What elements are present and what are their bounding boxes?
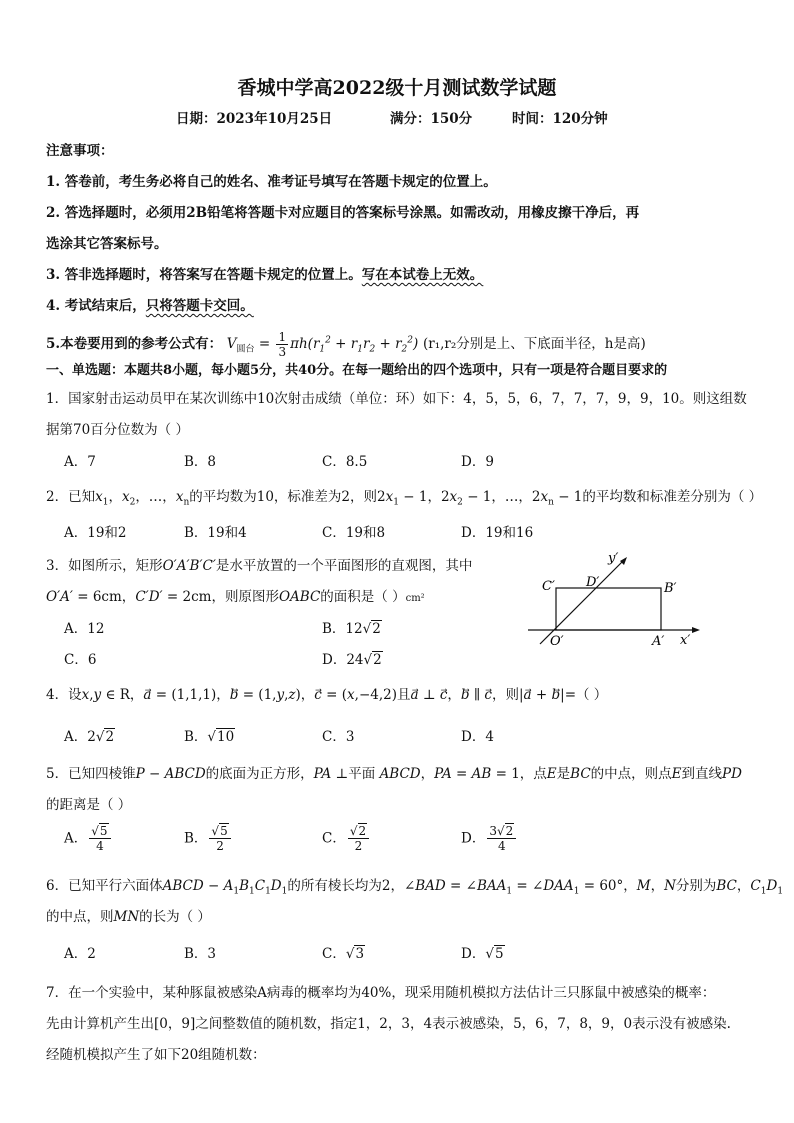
q5-line-1: 5．已知四棱锥P − ABCD的底面为正方形，PA ⊥平面 ABCD，PA = AB = 1，点E是BC的中点，则点E到直线PD bbox=[46, 766, 742, 782]
q5-option-d-label: D． bbox=[461, 830, 486, 847]
q6-text-c: ， bbox=[623, 878, 637, 894]
q4-stem: 4．设x,y ∈ R，a⃗ = (1,1,1)，b⃗ = (1,y,z)，c⃗ = (x,−4,2)且a⃗ ⊥ c⃗，b⃗ ∥ c，则|a⃗ + b⃗|=（ ） bbox=[46, 687, 608, 703]
q3-option-c: C．6 bbox=[64, 652, 97, 668]
q3-text-a: 3．如图所示，矩形 bbox=[46, 558, 163, 574]
q7-line-2: 先由计算机产生出[0，9]之间整数值的随机数，指定1，2，3，4表示被感染，5，6，7，8，9，0表示没有被感染. bbox=[46, 1016, 731, 1032]
q5-text-g: 到直线 bbox=[681, 766, 723, 782]
q1-option-b: B．8 bbox=[184, 454, 217, 470]
q2-option-a: A．19和2 bbox=[64, 525, 127, 541]
q3-line-2: O′A′ = 6cm，C′D′ = 2cm，则原图形OABC的面积是（ ）cm² bbox=[46, 589, 425, 605]
q7-line-3: 经随机模拟产生了如下20组随机数： bbox=[46, 1047, 266, 1063]
q4-option-a: A．2√2 bbox=[64, 729, 115, 745]
q6-option-d: D．√5 bbox=[461, 946, 504, 962]
section-heading: 一、单选题：本题共8小题，每小题5分，共40分。在每一题给出的四个选项中，只有一项是符合题目要求的 bbox=[46, 363, 668, 378]
notice-item-5 bbox=[46, 330, 646, 359]
q5-text-f: 的中点，则点 bbox=[590, 766, 672, 782]
q2-stem: 2．已知$x_1$，$x_2$，…，$x_n$的平均数为10，标准差为2，则$2x_1 - 1$，$2x_2 - 1$，…，$2x_n - 1$的平均数和标准差分别为（ ） bbox=[46, 489, 763, 508]
notice-item-4 bbox=[46, 297, 254, 315]
q3-text-d: 的面积是（ ） bbox=[320, 589, 406, 605]
x-axis-arrow bbox=[692, 627, 700, 633]
q5-text-d: ，点 bbox=[519, 766, 547, 782]
q4-text-c: =（ ） bbox=[564, 687, 608, 703]
exam-time: 时间：120分钟 bbox=[512, 111, 608, 127]
q2-option-d: D．19和16 bbox=[461, 525, 534, 541]
q6-line-1: 6．已知平行六面体ABCD − $A_1B_1C_1D_1$的所有棱长均为2，∠BAD = $\angle BAA_1$ = $\angle DAA_1 = 60^\circ$，M，N分别为BC，$C_1D_1$ bbox=[46, 878, 784, 897]
q3-option-b-label: B．12 bbox=[322, 621, 363, 637]
q2-option-c: C．19和8 bbox=[322, 525, 386, 541]
formula-note: (r₁,r₂分别是上、下底面半径，h是高) bbox=[422, 336, 646, 352]
q4-option-d: D．4 bbox=[461, 729, 494, 745]
notice-item-5-text: 5.本卷要用到的参考公式有： bbox=[46, 336, 223, 352]
q2-text-c: 的平均数和标准差分别为（ ） bbox=[582, 489, 763, 505]
q4-option-a-label: A．2 bbox=[64, 729, 96, 745]
q6-option-c: C．√3 bbox=[322, 946, 365, 962]
q3-text-c: ，则原图形 bbox=[211, 589, 279, 605]
q1-line-1: 1．国家射击运动员甲在某次训练中10次射击成绩（单位：环）如下：4，5，5，6，7，7，7，9，9，10。则这组数 bbox=[46, 391, 747, 407]
q3-unit: cm² bbox=[405, 593, 425, 604]
notice-item-4-text: 4. 考试结束后， bbox=[46, 298, 146, 314]
label-d-prime: D′ bbox=[586, 575, 600, 590]
y-axis bbox=[540, 560, 624, 644]
q7-line-1: 7．在一个实验中，某种豚鼠被感染A病毒的概率均为40%，现采用随机模拟方法估计三只豚鼠中被感染的概率： bbox=[46, 985, 716, 1001]
notice-item-4-emphasis: 只将答题卡交回。 bbox=[145, 298, 254, 314]
q4-option-b-label: B． bbox=[184, 729, 208, 745]
notice-item-1: 1. 答卷前，考生务必将自己的姓名、准考证号填写在答题卡规定的位置上。 bbox=[46, 174, 497, 190]
q1-option-a: A．7 bbox=[64, 454, 96, 470]
q6-text-e: 的中点，则 bbox=[46, 909, 114, 925]
q4-option-c: C．3 bbox=[322, 729, 355, 745]
q5-option-b-label: B． bbox=[184, 830, 208, 847]
q3-figure bbox=[520, 548, 710, 648]
q4-option-b: B．√10 bbox=[184, 729, 235, 745]
q6-line-2: 的中点，则MN的长为（ ） bbox=[46, 909, 211, 925]
q6-text-f: 的长为（ ） bbox=[139, 909, 211, 925]
label-a-prime: A′ bbox=[652, 634, 665, 648]
q6-text-b: 的所有棱长均为2， bbox=[287, 878, 404, 894]
q5-option-a: A． $\frac{√5}{4}$ bbox=[64, 824, 113, 853]
q1-option-d: D．9 bbox=[461, 454, 494, 470]
q3-option-a: A．12 bbox=[64, 621, 105, 637]
formula-volume: $V_{圆台}$ = $\frac{1}{3}$ $\pi h(r_1^2 + r_1r_2 + r_2^2)$ bbox=[226, 330, 419, 359]
exam-score: 满分：150分 bbox=[390, 111, 473, 127]
q5-line-2: 的距离是（ ） bbox=[46, 797, 132, 813]
q6-option-a: A．2 bbox=[64, 946, 96, 962]
q3-option-b-root: √2 bbox=[362, 621, 381, 637]
y-axis-arrow bbox=[620, 557, 627, 565]
q5-option-c: C． $\frac{√2}{2}$ bbox=[322, 824, 371, 853]
q3-line-1: 3．如图所示，矩形O′A′B′C′是水平放置的一个平面图形的直观图，其中 bbox=[46, 558, 473, 574]
q5-option-a-label: A． bbox=[64, 830, 88, 847]
q4-text-b: ，则 bbox=[491, 687, 519, 703]
q5-text-c: 平面 bbox=[348, 766, 376, 782]
page-title: 香城中学高2022级十月测试数学试题 bbox=[237, 77, 557, 99]
q1-line-2: 据第70百分位数为（ ） bbox=[46, 422, 189, 438]
notice-item-3 bbox=[46, 266, 483, 284]
q3-option-b bbox=[322, 620, 382, 638]
label-o-prime: O′ bbox=[550, 634, 564, 648]
q5-text-e: 是 bbox=[556, 766, 571, 782]
label-c-prime: C′ bbox=[542, 579, 555, 594]
q6-text-d: 分别为 bbox=[675, 878, 717, 894]
q1-option-c: C．8.5 bbox=[322, 454, 368, 470]
q6-text-a: 6．已知平行六面体 bbox=[46, 878, 163, 894]
q4-text-a: 4．设 bbox=[46, 687, 82, 703]
q2-text-a: 2．已知 bbox=[46, 489, 96, 505]
q3-option-d-label: D．24 bbox=[322, 652, 364, 668]
notice-item-2-cont: 选涂其它答案标号。 bbox=[46, 236, 168, 252]
q5-text-a: 5．已知四棱锥 bbox=[46, 766, 136, 782]
q5-option-d: D． $\frac{3√2}{4}$ bbox=[461, 824, 518, 853]
rectangle-oabc bbox=[556, 588, 661, 630]
q3-text-b: 是水平放置的一个平面图形的直观图，其中 bbox=[215, 558, 473, 574]
q3-option-d-root: √2 bbox=[363, 652, 382, 668]
label-y-prime: y′ bbox=[608, 551, 619, 566]
q3-option-d bbox=[322, 651, 383, 669]
q5-option-c-label: C． bbox=[322, 830, 346, 847]
q5-option-b: B． $\frac{√5}{2}$ bbox=[184, 824, 233, 853]
q6-option-b: B．3 bbox=[184, 946, 217, 962]
q2-text-b: 的平均数为10，标准差为2，则 bbox=[189, 489, 378, 505]
notice-item-3-text: 3. 答非选择题时，将答案写在答题卡规定的位置上。 bbox=[46, 267, 362, 283]
notice-item-3-emphasis: 写在本试卷上无效。 bbox=[361, 267, 484, 283]
label-x-prime: x′ bbox=[680, 633, 691, 648]
q6-option-d-label: D． bbox=[461, 946, 486, 962]
q6-option-c-label: C． bbox=[322, 946, 346, 962]
q5-text-b: 的底面为正方形， bbox=[205, 766, 314, 782]
notice-item-2: 2. 答选择题时，必须用2B铅笔将答题卡对应题目的答案标号涂黑。如需改动，用橡皮擦干净后，再 bbox=[46, 205, 640, 221]
label-b-prime: B′ bbox=[664, 581, 677, 596]
q2-option-b: B．19和4 bbox=[184, 525, 247, 541]
exam-date: 日期：2023年10月25日 bbox=[176, 111, 333, 127]
notice-heading: 注意事项： bbox=[46, 143, 114, 159]
